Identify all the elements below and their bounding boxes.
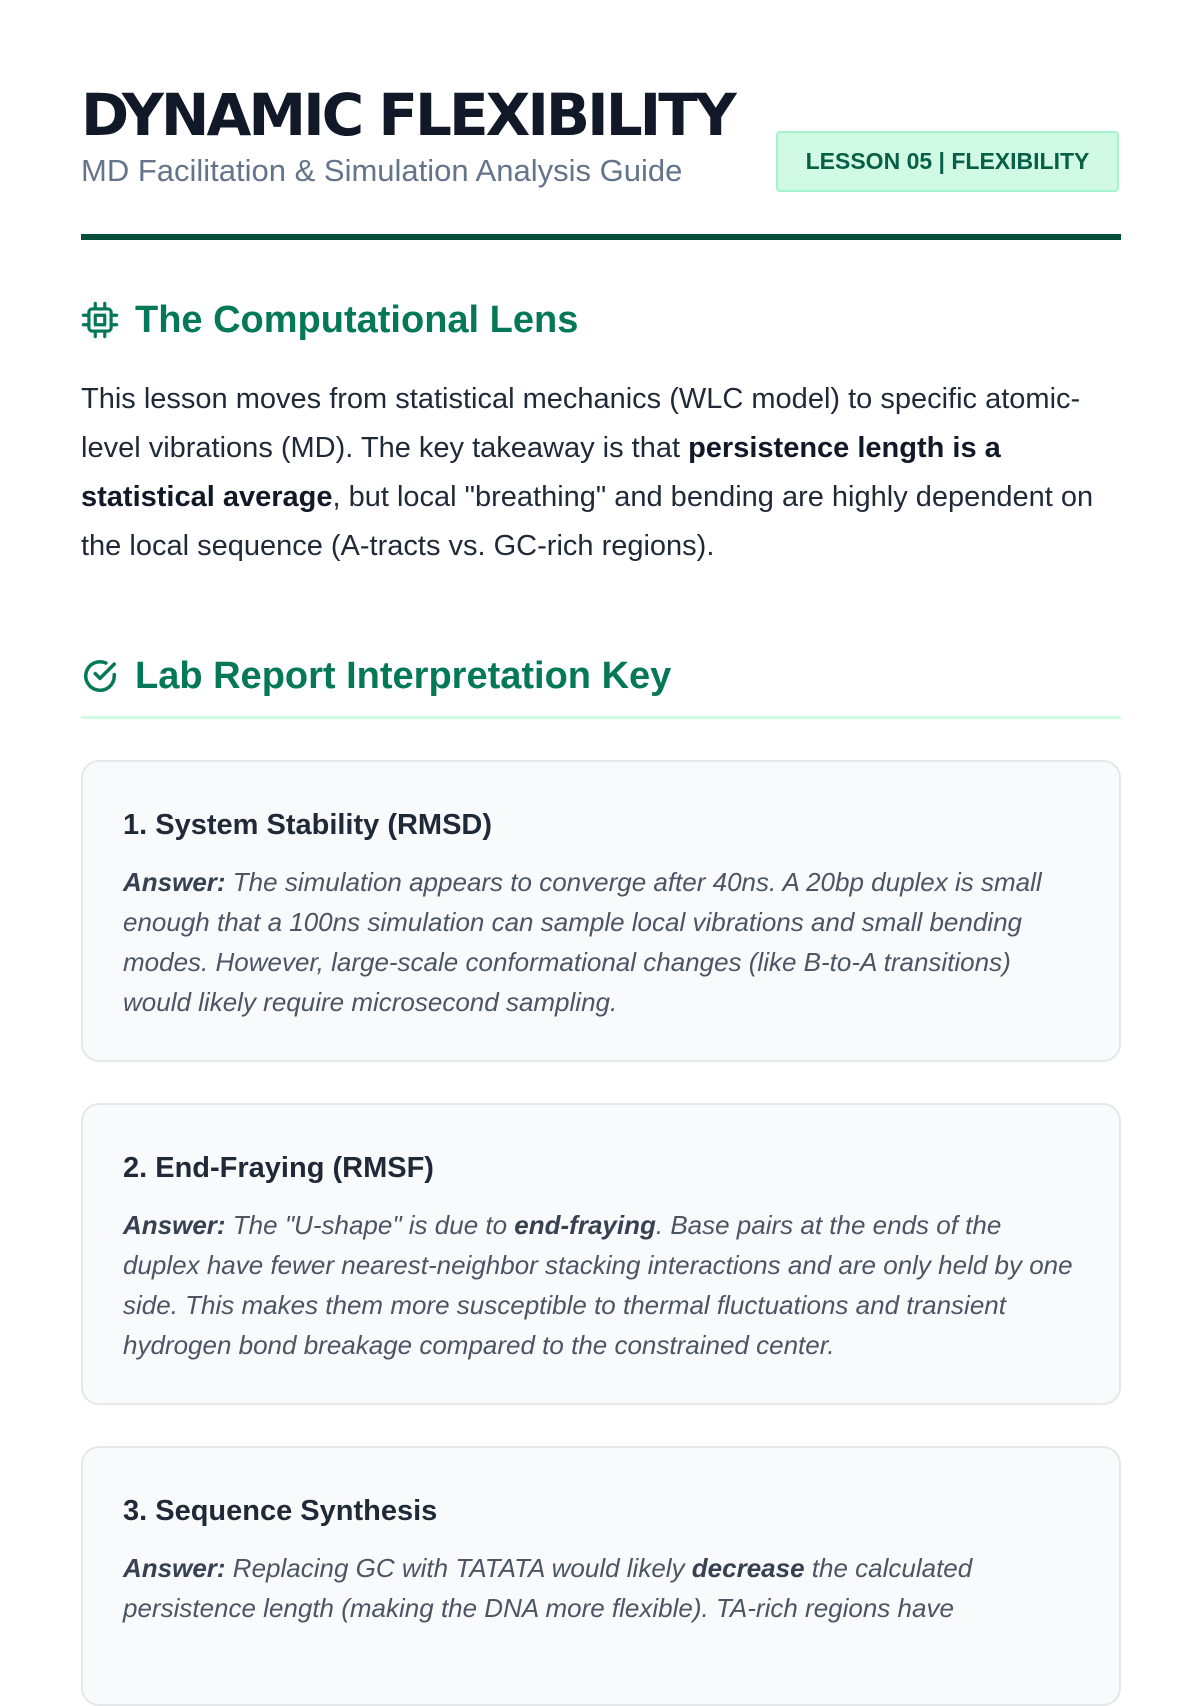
card-title: 1. System Stability (RMSD) — [123, 809, 493, 841]
card-answer — [123, 862, 1079, 1022]
card-title: 3. Sequence Synthesis — [123, 1495, 438, 1527]
computational-lens-heading — [81, 296, 578, 344]
page-subtitle: MD Facilitation & Simulation Analysis Guide — [81, 153, 683, 188]
interpretation-key-heading — [81, 652, 671, 700]
card-title: 2. End-Fraying (RMSF) — [123, 1152, 434, 1184]
interpretation-key-title: Lab Report Interpretation Key — [135, 654, 672, 697]
intro-text-start: This lesson moves from statistical mechanics (WLC model) to specific atomic-level vibrations (MD). The key takeaway is that — [81, 383, 1081, 464]
check-circle-icon — [81, 657, 119, 695]
answer-emphasis: decrease — [691, 1553, 805, 1583]
page-title: DYNAMIC FLEXIBILITY — [81, 81, 734, 149]
answer-label: Answer: — [123, 1553, 226, 1583]
section-divider — [81, 716, 1121, 719]
answer-emphasis: end-fraying — [514, 1210, 656, 1240]
answer-label: Answer: — [123, 1210, 226, 1240]
answer-text: Replacing GC with TATATA would likely — [225, 1553, 692, 1583]
answer-text-end: the calculated persistence length (making the DNA more flexible). TA-rich regions have — [123, 1553, 973, 1623]
lesson-badge: LESSON 05 | FLEXIBILITY — [776, 131, 1119, 192]
answer-card-sequence — [81, 1446, 1121, 1706]
intro-text-end: , but local "breathing" and bending are highly dependent on the local sequence (A-tracts vs. GC-rich regions). — [81, 481, 1094, 562]
page-header — [81, 0, 1121, 240]
lesson-intro — [81, 375, 1121, 571]
answer-text: The "U-shape" is due to — [225, 1210, 515, 1240]
cpu-chip-icon — [81, 301, 119, 339]
card-answer — [123, 1205, 1079, 1365]
answer-text-end: . Base pairs at the ends of the duplex have fewer nearest-neighbor stacking interactions and are only held by one side. This makes them more susceptible to thermal fluctuations and transient hydrogen bond breakage compared to the constrained center. — [123, 1210, 1073, 1360]
intro-emphasis: persistence length is a statistical average — [81, 432, 1001, 513]
header-divider — [81, 234, 1121, 240]
computational-lens-title: The Computational Lens — [135, 298, 579, 341]
answer-card-rmsd — [81, 760, 1121, 1062]
answer-text: The simulation appears to converge after 40ns. A 20bp duplex is small enough that a 100ns simulation can sample local vibrations and small bending modes. However, large-scale conformational changes (like B-to-A transitions) would likely require microsecond sampling. — [123, 867, 1042, 1017]
lesson-page — [81, 0, 1121, 1623]
card-answer — [123, 1548, 1079, 1628]
answer-label: Answer: — [123, 867, 226, 897]
answer-card-rmsf — [81, 1103, 1121, 1405]
